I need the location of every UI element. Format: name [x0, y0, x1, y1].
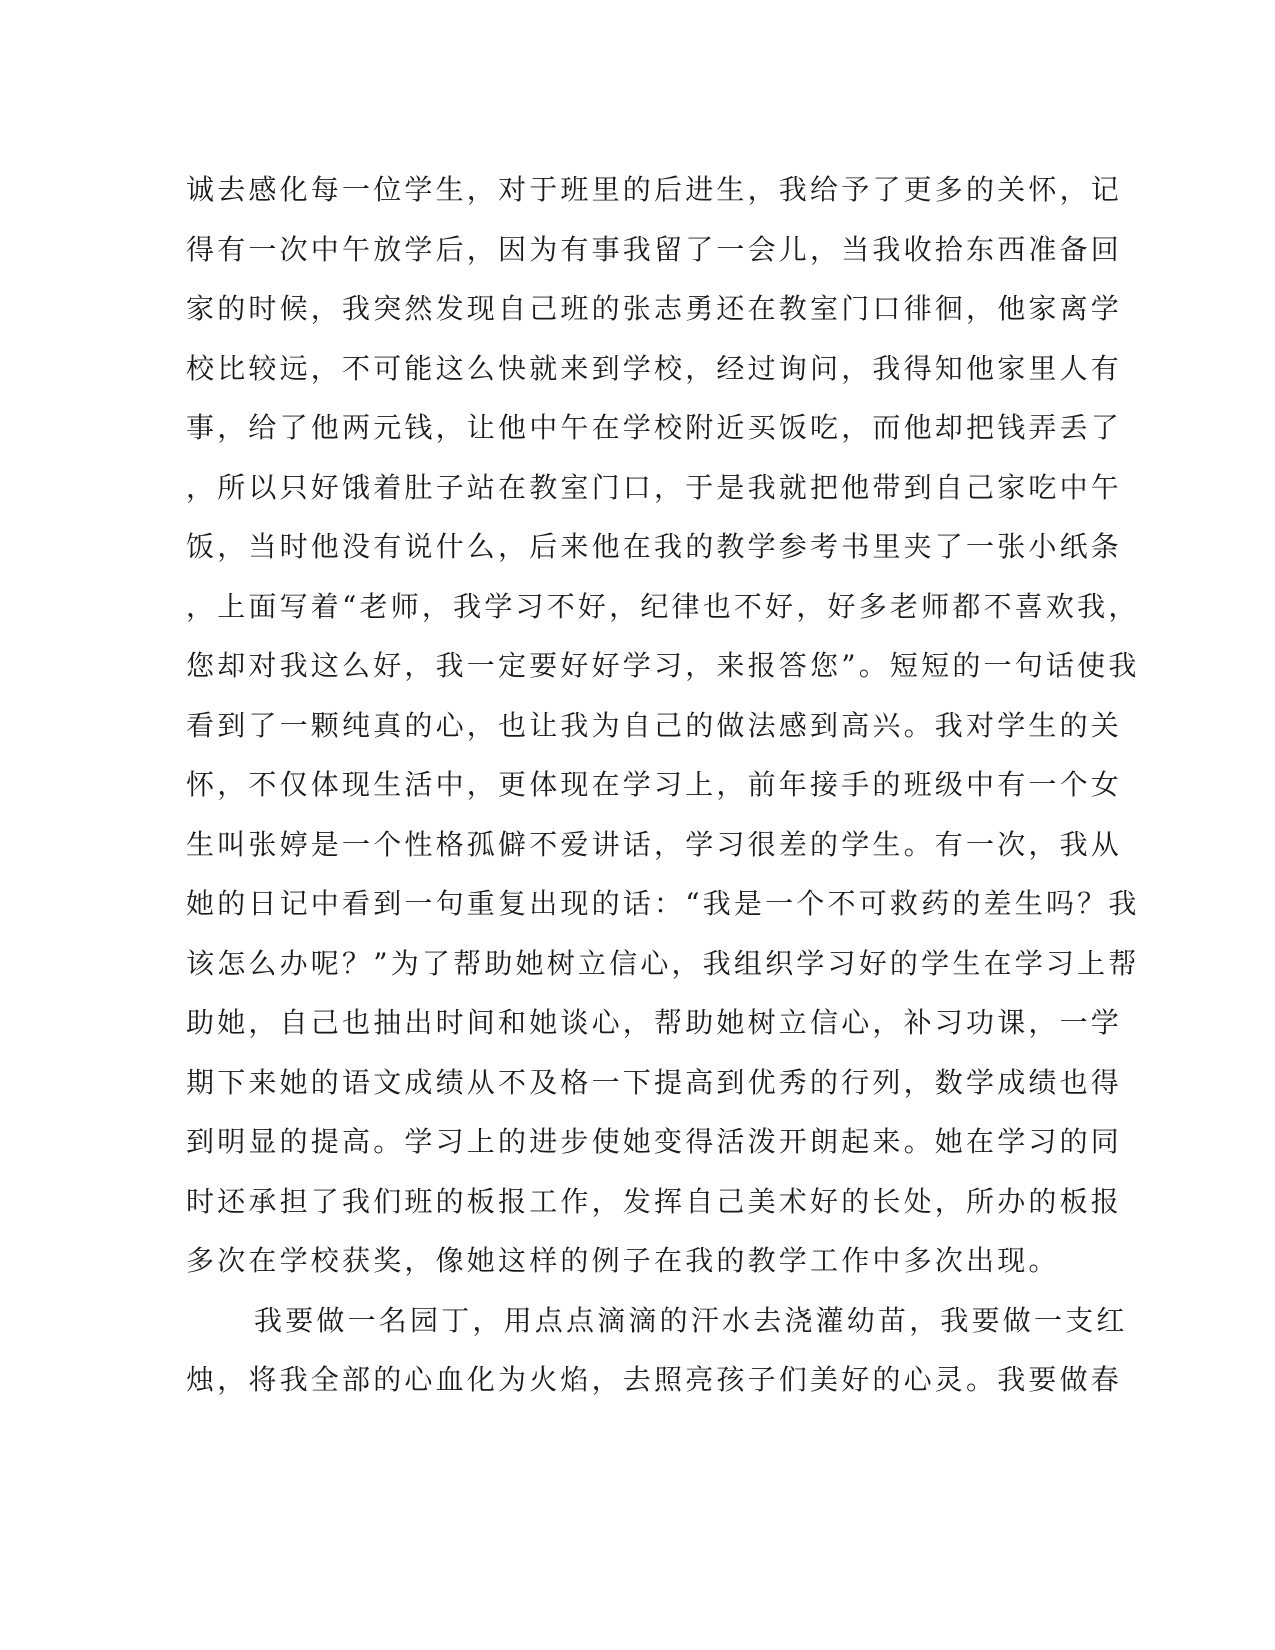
text-line: ，所以只好饿着肚子站在教室门口，于是我就把他带到自己家吃中午: [186, 470, 1123, 504]
text-line: 助她，自己也抽出时间和她谈心，帮助她树立信心，补习功课，一学: [186, 1006, 1123, 1039]
text-line: 该怎么办呢？”为了帮助她树立信心，我组织学习好的学生在学习上帮: [186, 946, 1140, 980]
text-line: 校比较远，不可能这么快就来到学校，经过询问，我得知他家里人有: [186, 351, 1123, 385]
text-line: 期下来她的语文成绩从不及格一下提高到优秀的行列，数学成绩也得: [186, 1065, 1123, 1099]
text-line: 您却对我这么好，我一定要好好学习，来报答您”。短短的一句话使我: [186, 649, 1140, 682]
text-line: 烛，将我全部的心血化为火焰，去照亮孩子们美好的心灵。我要做春: [186, 1363, 1123, 1396]
text-line: 多次在学校获奖，像她这样的例子在我的教学工作中多次出现。: [186, 1244, 1060, 1277]
text-line: 事，给了他两元钱，让他中午在学校附近买饭吃，而他却把钱弄丢了: [186, 411, 1123, 444]
text-line: 饭，当时他没有说什么，后来他在我的教学参考书里夹了一张小纸条: [186, 530, 1123, 563]
text-line: 怀，不仅体现生活中，更体现在学习上，前年接手的班级中有一个女: [186, 768, 1123, 801]
text-line: 得有一次中午放学后，因为有事我留了一会儿，当我收拾东西准备回: [186, 232, 1123, 266]
text-line: 她的日记中看到一句重复出现的话：“我是一个不可救药的差生吗？我: [186, 887, 1140, 920]
text-line: 生叫张婷是一个性格孤僻不爱讲话，学习很差的学生。有一次，我从: [186, 827, 1123, 861]
text-line: 时还承担了我们班的板报工作，发挥自己美术好的长处，所办的板报: [186, 1184, 1123, 1218]
text-line: 诚去感化每一位学生，对于班里的后进生，我给予了更多的关怀，记: [186, 173, 1123, 206]
text-line: ，上面写着“老师，我学习不好，纪律也不好，好多老师都不喜欢我，: [186, 589, 1140, 623]
text-line: 看到了一颗纯真的心，也让我为自己的做法感到高兴。我对学生的关: [186, 708, 1123, 742]
body-text: [186, 160, 1140, 1410]
text-line: 到明显的提高。学习上的进步使她变得活泼开朗起来。她在学习的同: [186, 1125, 1123, 1158]
paragraph-start-line: 我要做一名园丁，用点点滴滴的汗水去浇灌幼苗，我要做一支红: [254, 1303, 1128, 1337]
text-line: 家的时候，我突然发现自己班的张志勇还在教室门口徘徊，他家离学: [186, 292, 1123, 325]
